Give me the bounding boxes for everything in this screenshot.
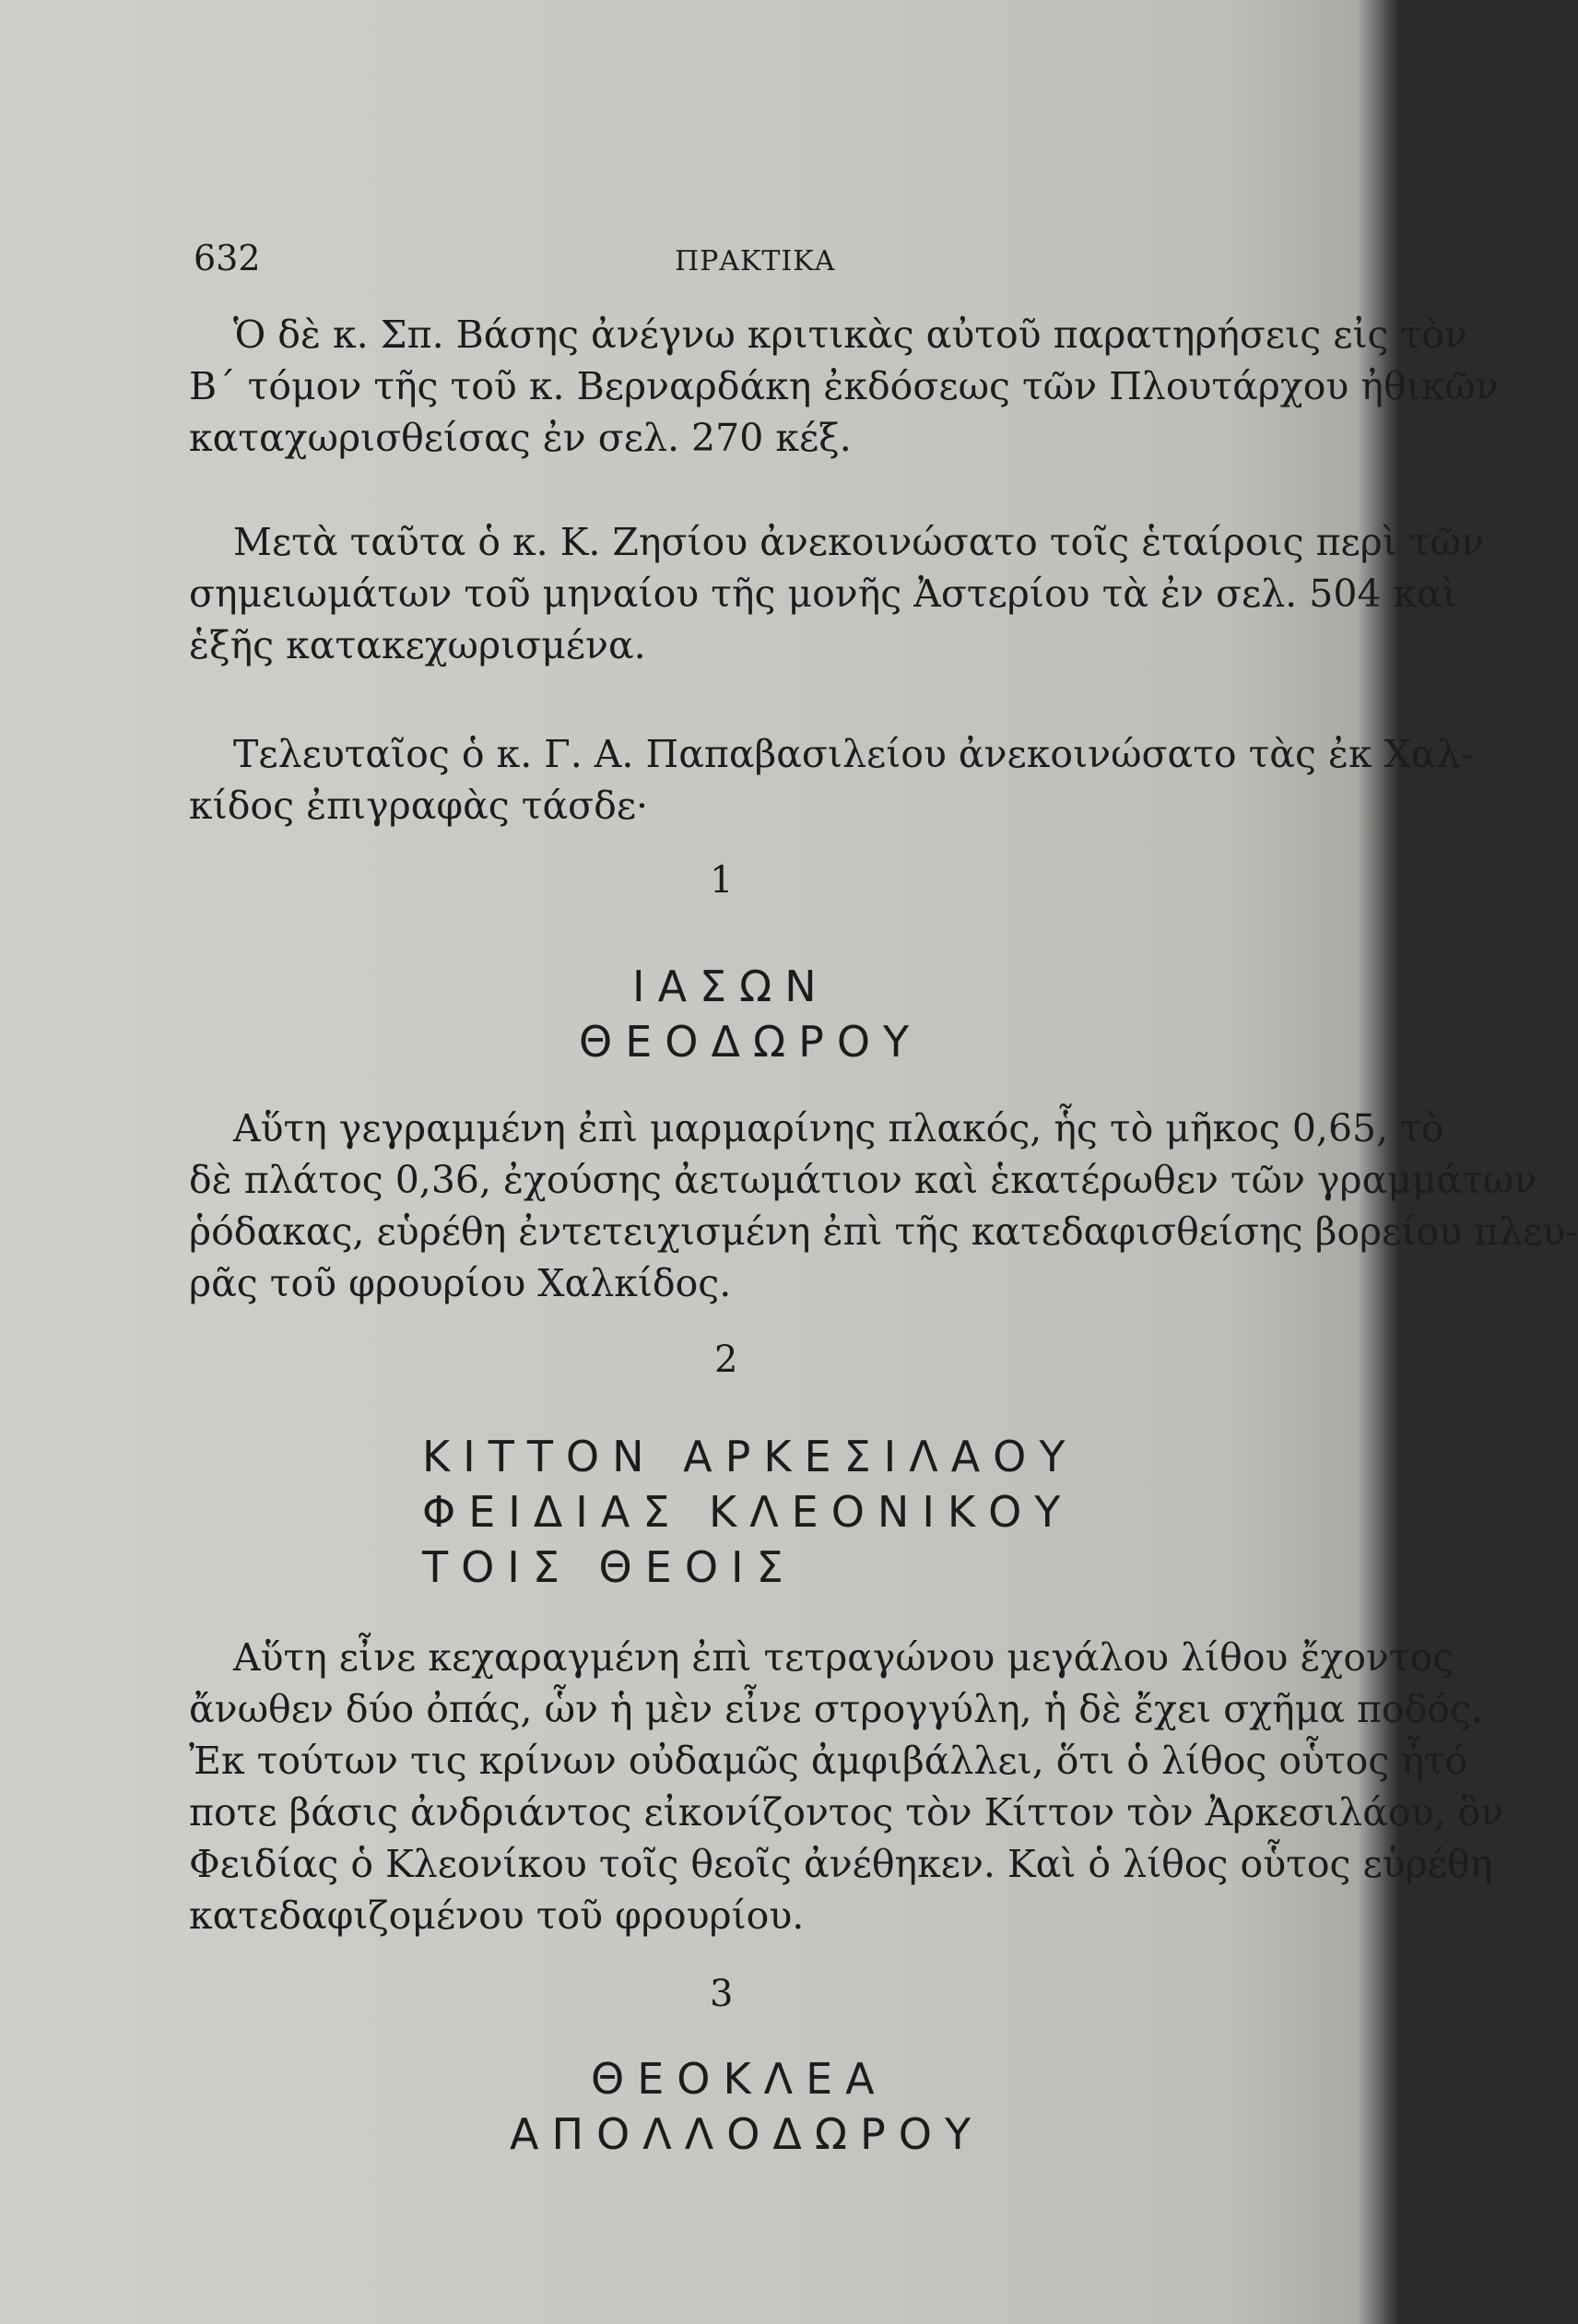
paragraph-inscription-2-description xyxy=(189,1632,1504,1941)
inscription-number: 3 xyxy=(710,1973,734,2015)
text-line: Β΄ τόμον τῆς τοῦ κ. Βερναρδάκη ἐκδόσεως τῶν Πλουτάρχου ἠθικῶν xyxy=(189,364,1499,408)
text-line: Φειδίας ὁ Κλεονίκου τοῖς θεοῖς ἀνέθηκεν. Καὶ ὁ λίθος οὗτος εὑρέθη xyxy=(189,1842,1493,1886)
text-line: Ὁ δὲ κ. Σπ. Βάσης ἀνέγνω κριτικὰς αὐτοῦ παρατηρήσεις εἰς τὸν xyxy=(233,313,1467,357)
text-line: κίδος ἐπιγραφὰς τάσδε· xyxy=(189,784,649,828)
paragraph-vasis xyxy=(189,309,1499,464)
paragraph-papavasileiou xyxy=(189,728,1474,832)
text-line: ποτε βάσις ἀνδριάντος εἰκονίζοντος τὸν Κίττον τὸν Ἀρκεσιλάου, ὃν xyxy=(189,1790,1504,1834)
inscription-line: ΘΕΟΚΛΕΑ xyxy=(591,2054,888,2104)
inscription-number: 1 xyxy=(710,859,734,902)
text-line: Τελευταῖος ὁ κ. Γ. Α. Παπαβασιλείου ἀνεκοινώσατο τὰς ἐκ Χαλ- xyxy=(233,732,1474,776)
text-line: Μετὰ ταῦτα ὁ κ. Κ. Ζησίου ἀνεκοινώσατο τοῖς ἑταίροις περὶ τῶν xyxy=(233,520,1485,564)
page-number: 632 xyxy=(194,238,261,278)
inscription-1 xyxy=(579,959,922,1069)
page-header xyxy=(194,238,1281,284)
running-head: ΠΡΑΚΤΙΚΑ xyxy=(675,245,836,277)
inscription-line: ΘΕΟΔΩΡΟΥ xyxy=(579,1017,923,1067)
text-line: δὲ πλάτος 0,36, ἐχούσης ἀετωμάτιον καὶ ἑκατέρωθεν τῶν γραμμάτων xyxy=(189,1158,1537,1202)
paragraph-zisiou xyxy=(189,516,1485,671)
inscription-line: ΦΕΙΔΙΑΣ ΚΛΕΟΝΙΚΟΥ xyxy=(422,1487,1074,1537)
inscription-line: ΑΠΟΛΛΟΔΩΡΟΥ xyxy=(510,2109,984,2159)
text-line: κατεδαφιζομένου τοῦ φρουρίου. xyxy=(189,1893,805,1938)
paragraph-inscription-1-description xyxy=(189,1103,1578,1309)
inscription-number: 2 xyxy=(714,1339,738,1381)
text-line: ἄνωθεν δύο ὀπάς, ὧν ἡ μὲν εἶνε στρογγύλη, ἡ δὲ ἔχει σχῆμα ποδός. xyxy=(189,1687,1483,1731)
text-line: ῥόδακας, εὑρέθη ἐντετειχισμένη ἐπὶ τῆς κατεδαφισθείσης βορείου πλευ- xyxy=(189,1209,1578,1254)
text-line: ρᾶς τοῦ φρουρίου Χαλκίδος. xyxy=(189,1261,732,1305)
inscription-line: ΤΟΙΣ ΘΕΟΙΣ xyxy=(422,1542,796,1592)
inscription-line: ΙΑΣΩΝ xyxy=(632,961,830,1011)
inscription-3 xyxy=(510,2051,983,2162)
inscription-2 xyxy=(422,1429,1078,1595)
text-line: Ἐκ τούτων τις κρίνων οὐδαμῶς ἀμφιβάλλει, ὅτι ὁ λίθος οὗτος ἦτό xyxy=(189,1739,1468,1783)
text-line: Αὕτη γεγραμμένη ἐπὶ μαρμαρίνης πλακός, ἧς τὸ μῆκος 0,65, τὸ xyxy=(233,1106,1444,1150)
inscription-line: ΚΙΤΤΟΝ ΑΡΚΕΣΙΛΑΟΥ xyxy=(422,1432,1078,1481)
text-line: καταχωρισθείσας ἐν σελ. 270 κέξ. xyxy=(189,416,852,460)
text-line: ἑξῆς κατακεχωρισμένα. xyxy=(189,623,646,667)
text-line: σημειωμάτων τοῦ μηναίου τῆς μονῆς Ἀστερίου τὰ ἐν σελ. 504 καὶ xyxy=(189,572,1457,616)
text-line: Αὕτη εἶνε κεχαραγμένη ἐπὶ τετραγώνου μεγάλου λίθου ἔχοντος xyxy=(233,1635,1454,1680)
